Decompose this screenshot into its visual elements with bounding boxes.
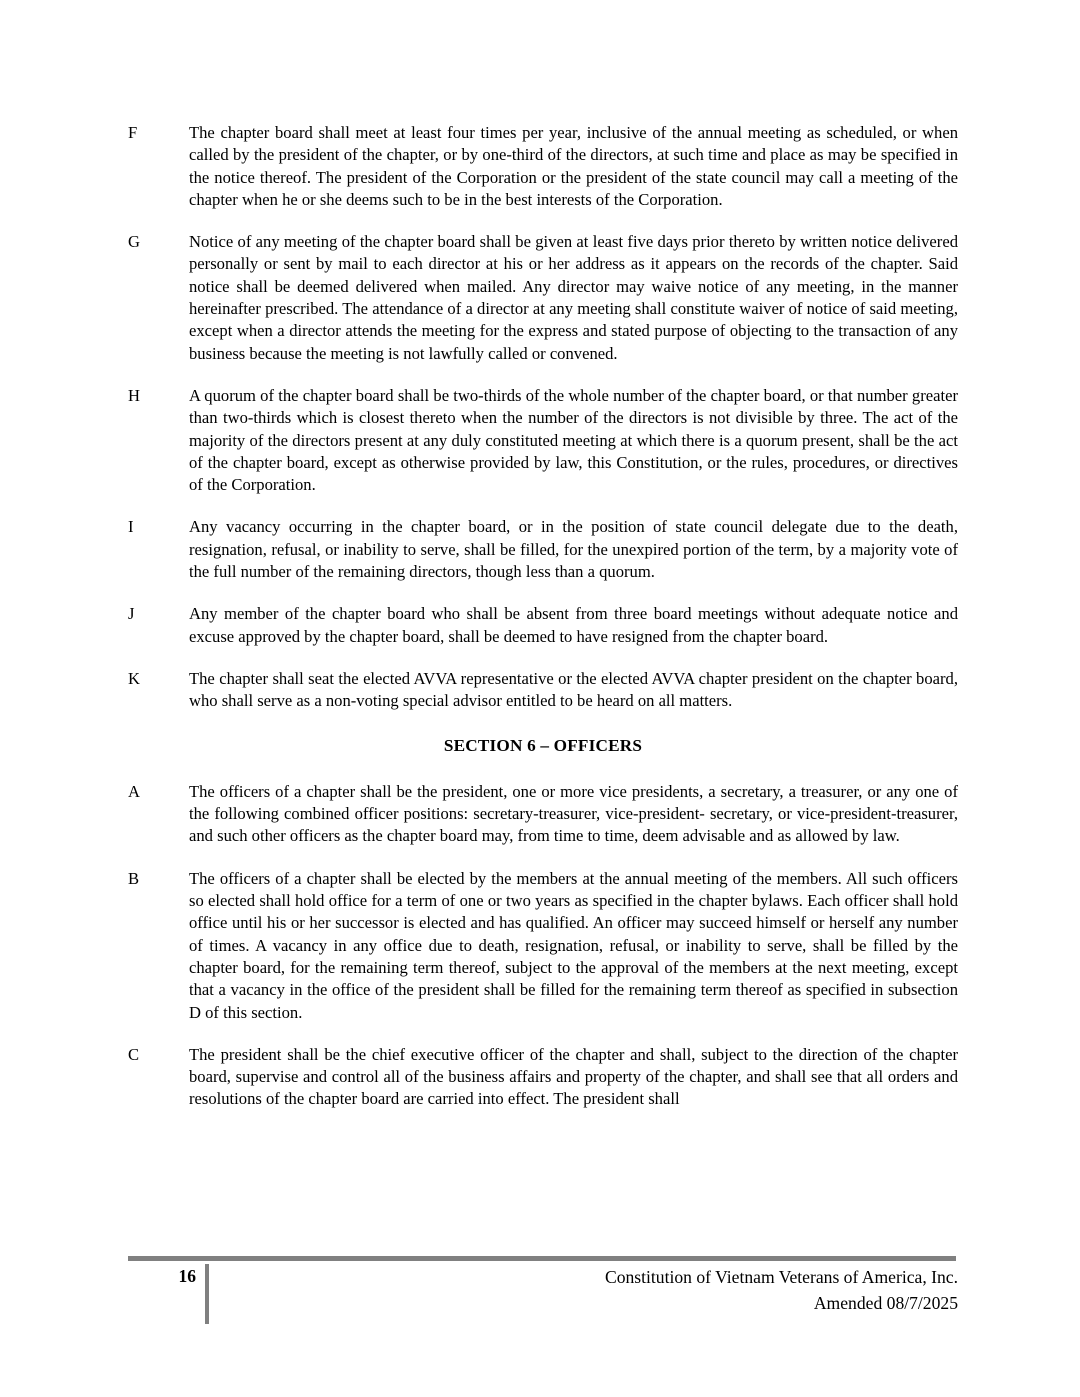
footer-document-title: Constitution of Vietnam Veterans of America, Inc. — [604, 1267, 958, 1287]
clause-letter: K — [128, 668, 140, 688]
clause-b — [128, 868, 958, 1024]
clause-i — [128, 516, 958, 583]
footer-amended-date: Amended 08/7/2025 — [813, 1293, 958, 1313]
clause-c — [128, 1044, 958, 1111]
clause-letter: J — [128, 604, 135, 624]
clause-letter: A — [128, 781, 140, 801]
page-footer — [128, 1256, 958, 1324]
clause-text: Any member of the chapter board who shall be absent from three board meetings without adequate notice and excuse approved by the chapter board, shall be deemed to have resigned from the chapter board. — [189, 604, 958, 646]
section-heading: SECTION 6 – OFFICERS — [443, 735, 643, 755]
clause-text: Notice of any meeting of the chapter board shall be given at least five days prior thereto by written notice delivered personally or sent by mail to each director at his or her address as it appears on the records of the chapter. Said notice shall be deemed delivered when mailed. Any director may waive notice of any meeting, in the manner hereinafter prescribed. The attendance of a director at any meeting shall constitute waiver of notice of said meeting, except when a director attends the meeting for the express and stated purpose of objecting to the transaction of any business because the meeting is not lawfully called or convened. — [189, 232, 958, 363]
page-number: 16 — [178, 1266, 196, 1286]
clause-text: Any vacancy occurring in the chapter board, or in the position of state council delegate due to the death, resignation, refusal, or inability to serve, shall be filled, for the unexpired portion of the term, by a majority vote of the full number of the remaining directors, though less than a quorum. — [189, 517, 958, 582]
clause-k — [128, 668, 958, 713]
clause-letter: H — [128, 385, 140, 405]
clause-f — [128, 122, 958, 211]
footer-title-block — [209, 1264, 958, 1316]
clause-text: The officers of a chapter shall be elected by the members at the annual meeting of the members. All such officers so elected shall hold office for a term of one or two years as specified in the chapter bylaws. Each officer shall hold office until his or her successor is elected and has qualified. An officer may succeed himself or herself any number of times. A vacancy in any office due to death, resignation, refusal, or inability to serve, shall be filled by the chapter board, for the remaining term thereof, subject to the approval of the members at the next meeting, except that a vacancy in the office of the president shall be filled for the remaining term thereof as specified in subsection D of this section. — [189, 868, 958, 1022]
document-body — [128, 122, 958, 1111]
clause-letter: C — [128, 1044, 140, 1064]
clause-text: The president shall be the chief executive officer of the chapter and shall, subject to the direction of the chapter board, supervise and control all of the business affairs and property of the chapter, and shall see that all orders and resolutions of the chapter board are carried into effect. The president shall — [189, 1044, 958, 1109]
clause-text: The officers of a chapter shall be the president, one or more vice presidents, a secretary, a treasurer, or any one of the following combined officer positions: secretary-treasurer, vice-president- secretary, or vice-president-treasurer, and such other officers as the chapter board may, from time to time, deem advisable and as allowed by law. — [189, 781, 958, 846]
clause-letter: G — [128, 232, 140, 252]
clause-g — [128, 231, 958, 365]
clause-h — [128, 385, 958, 496]
clause-text: The chapter shall seat the elected AVVA representative or the elected AVVA chapter president on the chapter board, who shall serve as a non-voting special advisor entitled to be heard on all matters. — [189, 668, 958, 711]
clause-letter: I — [128, 517, 134, 537]
clause-j — [128, 603, 958, 648]
clause-text: The chapter board shall meet at least four times per year, inclusive of the annual meeting as scheduled, or when called by the president of the chapter, or by one-third of the directors, at such time and place as may be specified in the notice thereof. The president of the Corporation or the president of the state council may call a meeting of the chapter when he or she deems such to be in the best interests of the Corporation. — [189, 123, 958, 209]
footer-row — [128, 1261, 958, 1324]
clause-text: A quorum of the chapter board shall be two-thirds of the whole number of the chapter board, or that number greater than two-thirds which is closest thereto when the number of the directors is not divisible by three. The act of the majority of the directors present at any duly constituted meeting at which there is a quorum present, shall be the act of the chapter board, except as otherwise provided by law, this Constitution, or the rules, procedures, or directives of the Corporation. — [189, 385, 958, 495]
clause-a — [128, 781, 958, 848]
clause-letter: B — [128, 868, 140, 888]
clause-letter: F — [128, 123, 138, 142]
